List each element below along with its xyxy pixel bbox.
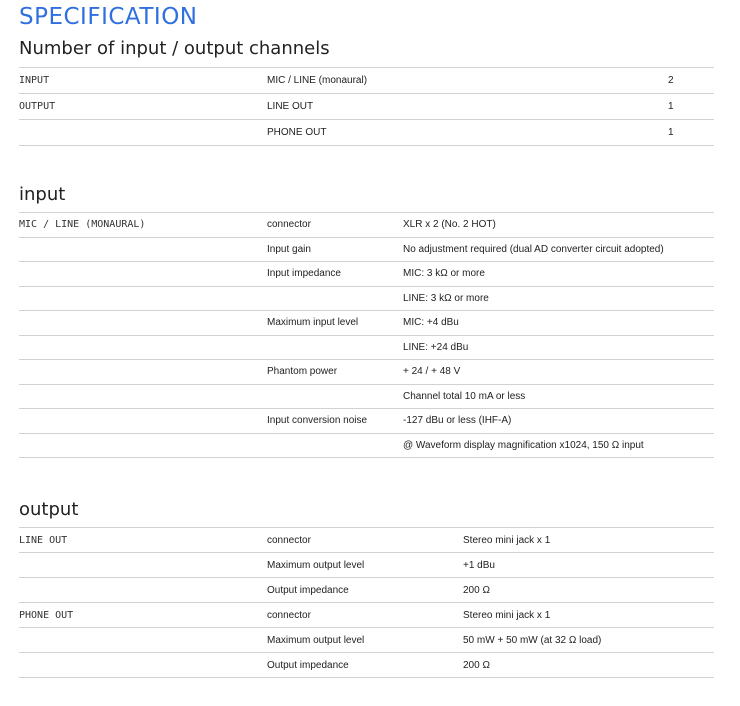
input-row	[19, 311, 714, 336]
output-cell: Maximum output level	[267, 553, 463, 578]
output-cell: Maximum output level	[267, 628, 463, 653]
input-cell: Maximum input level	[267, 311, 403, 336]
channels-row	[19, 68, 714, 94]
output-cell: LINE OUT	[19, 528, 267, 553]
input-cell: MIC: +4 dBu	[403, 311, 714, 336]
output-cell	[19, 553, 267, 578]
output-cell: 200 Ω	[463, 653, 714, 678]
input-row	[19, 237, 714, 262]
input-row	[19, 433, 714, 458]
input-cell: LINE: +24 dBu	[403, 335, 714, 360]
input-cell: -127 dBu or less (IHF-A)	[403, 409, 714, 434]
output-cell: connector	[267, 603, 463, 628]
output-row	[19, 603, 714, 628]
input-row	[19, 213, 714, 238]
input-cell: Phantom power	[267, 360, 403, 385]
channels-cell: MIC / LINE (monaural)	[267, 68, 668, 94]
output-row	[19, 653, 714, 678]
input-row	[19, 286, 714, 311]
page-title: SPECIFICATION	[19, 4, 198, 30]
channels-cell	[19, 120, 267, 146]
input-cell: @ Waveform display magnification x1024, 150 Ω input	[403, 433, 714, 458]
output-cell: Stereo mini jack x 1	[463, 528, 714, 553]
input-cell	[19, 409, 267, 434]
output-row	[19, 578, 714, 603]
input-cell: + 24 / + 48 V	[403, 360, 714, 385]
input-cell	[267, 335, 403, 360]
output-cell: Output impedance	[267, 653, 463, 678]
channels-cell: INPUT	[19, 68, 267, 94]
channels-cell: LINE OUT	[267, 94, 668, 120]
output-cell: Output impedance	[267, 578, 463, 603]
input-cell: XLR x 2 (No. 2 HOT)	[403, 213, 714, 238]
input-cell: LINE: 3 kΩ or more	[403, 286, 714, 311]
input-row	[19, 384, 714, 409]
output-cell: PHONE OUT	[19, 603, 267, 628]
output-cell: Stereo mini jack x 1	[463, 603, 714, 628]
output-row	[19, 553, 714, 578]
output-cell: 200 Ω	[463, 578, 714, 603]
input-heading: input	[19, 184, 66, 205]
input-cell: No adjustment required (dual AD converter circuit adopted)	[403, 237, 714, 262]
input-cell	[19, 237, 267, 262]
input-cell	[267, 286, 403, 311]
output-cell: +1 dBu	[463, 553, 714, 578]
channels-cell: PHONE OUT	[267, 120, 668, 146]
input-row	[19, 360, 714, 385]
output-cell: 50 mW + 50 mW (at 32 Ω load)	[463, 628, 714, 653]
channels-table	[19, 67, 714, 146]
output-cell	[19, 628, 267, 653]
channels-cell: 1	[668, 94, 714, 120]
output-cell: connector	[267, 528, 463, 553]
channels-cell: OUTPUT	[19, 94, 267, 120]
input-cell: Channel total 10 mA or less	[403, 384, 714, 409]
input-cell: Input impedance	[267, 262, 403, 287]
input-cell	[267, 433, 403, 458]
input-cell: MIC / LINE (MONAURAL)	[19, 213, 267, 238]
output-row	[19, 628, 714, 653]
input-cell	[267, 384, 403, 409]
input-cell: Input conversion noise	[267, 409, 403, 434]
input-cell	[19, 311, 267, 336]
output-cell	[19, 653, 267, 678]
input-cell: Input gain	[267, 237, 403, 262]
input-row	[19, 409, 714, 434]
input-row	[19, 262, 714, 287]
input-cell	[19, 262, 267, 287]
channels-cell: 2	[668, 68, 714, 94]
input-cell	[19, 360, 267, 385]
input-cell	[19, 433, 267, 458]
input-table	[19, 212, 714, 458]
channels-row	[19, 120, 714, 146]
input-cell: MIC: 3 kΩ or more	[403, 262, 714, 287]
input-row	[19, 335, 714, 360]
input-cell: connector	[267, 213, 403, 238]
output-cell	[19, 578, 267, 603]
output-heading: output	[19, 499, 79, 520]
input-cell	[19, 335, 267, 360]
output-row	[19, 528, 714, 553]
input-cell	[19, 384, 267, 409]
channels-cell: 1	[668, 120, 714, 146]
channels-heading: Number of input / output channels	[19, 38, 330, 59]
channels-row	[19, 94, 714, 120]
input-cell	[19, 286, 267, 311]
output-table	[19, 527, 714, 678]
